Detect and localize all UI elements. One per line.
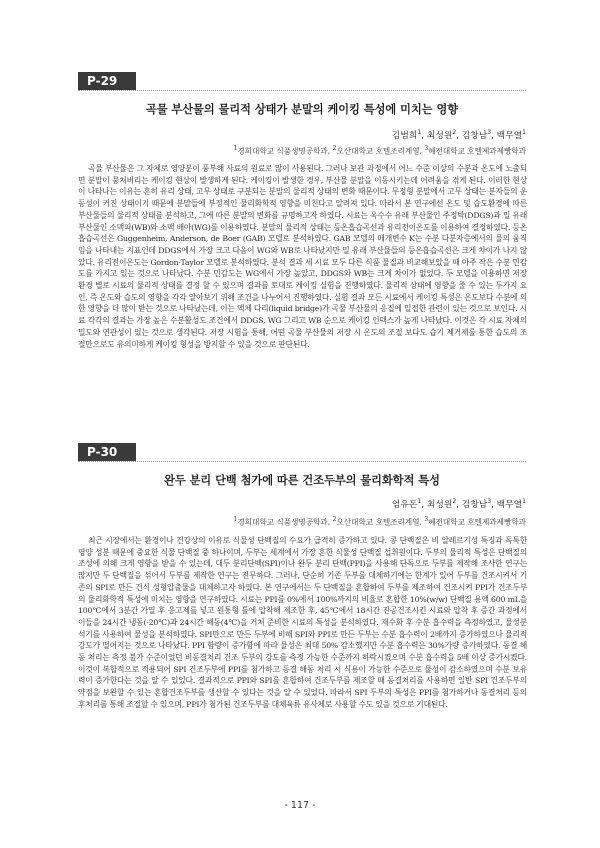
author-name: 김창남 [461, 131, 488, 141]
author-name: 김창남 [461, 500, 488, 510]
affiliation-mark: 3 [424, 516, 429, 523]
affiliation: 오산대학교 호텔조리계열, [336, 517, 422, 527]
author-affiliation-mark: 1 [417, 129, 422, 137]
abstract-code-badge: P-30 [78, 443, 136, 461]
affiliation-mark: 3 [424, 145, 429, 152]
abstract-body: 곡물 부산물은 그 자체로 영양분이 풍부해 사료의 원료로 많이 사용된다. 그러나 보관 과정에서 어느 수준 이상의 수분과 온도에 노출되면 분말이 뭉쳐버리는 케이킹 현상이 발생하게 된다. 케이킹이 발생한 경우, 부산물 분말을 이동시키는데 어려움을 겪게 된다. 이러한 현상이 나타나는 이유는 흔히 유리 상태, 고무 상태로 구분되는 분말의 물리적 상태의 변화 때문이다. 무정형 분말에서 고무 상태는 분자들의 운동성이 커진 상태이기 때문에 분말들에 부정적인 물리화학적 영향을 미친다고 알려져 있다. 따라서 본 연구에선 온도 및 습도환경에 따른 부산물들의 물리적 상태를 분석하고, 그에 따른 분말의 변화를 규명하고자 하였다. 시료는 옥수수 유래 부산물인 주정박(DDGS)과 밀 유래 부산물인 소맥피(WB)와 소맥 배아(WG)를 이용하였다. 분말의 물리적 상태는 등온흡습곡선과 유리전이온도를 이용하여 결정하였다. 등온흡습곡선은 Guggenheim, Anderson, de Boer (GAB) 모델로 분석하였다. GAB 모델의 매개변수 K는 수분 다분자층에서의 물의 움직임을 나타내는 지표인데 DDGS에서 가장 크고 다음이 WG와 WB로 나타났지만 밀 유래 부산물들의 등온흡습곡선은 크게 차이가 나지 않았다. 유리전이온도는 Gordon-Taylor 모델로 분석하였다. 분석 결과 세 시료 모두 다른 식품 물질과 비교해보았을 때 아주 작은 수분 민감도를 가지고 있는 것으로 나타났다. 수분 민감도는 WG에서 가장 높았고, DDGS와 WB는 크게 차이가 없었다. 두 모델을 이용하면 저장 환경 별로 시료의 물리적 상태를 결정 할 수 있으며 결과를 토대로 케이킹 실험을 진행하였다. 물리적 상태에 영향을 줄 수 있는 두가지 요인, 즉 온도와 습도의 영향을 각각 알아보기 위해 조건을 나누어서 진행하였다. 실험 결과 모든 시료에서 케이킹 특성은 온도보다 수분에 의한 영향을 더 많이 받는 것으로 나타났는데, 이는 액체 다리(liquid bridge)가 곡물 부산물의 응집에 밀접한 관련이 있는 것으로 보인다. 시료 각각의 결과는 가장 높은 수분활성도 조건에서 DDGS, WG 그리고 WB 순으로 케이킹 인덱스가 높게 나타났다. 이것은 각 시료 자체의 밀도와 연관성이 있는 것으로 생각된다. 저장 시험을 통해, 어떤 곡물 부산물의 저장 시 온도의 조절 보다도 습기 제거제를 통한 습도의 조절만으로도 유의미하게 케이킹 형성을 방지할 수 있을 것으로 판단된다. [78, 164, 527, 349]
author-name: 김범희 [391, 131, 418, 141]
affiliation: 오산대학교 호텔조리계열, [336, 146, 422, 156]
section-divider [78, 461, 526, 462]
abstract-body: 최근 시장에서는 환경이나 건강상의 이유로 식물성 단백질의 수요가 급격히 증가하고 있다. 콩 단백질은 비 알레르기성 특징과 독특한 영양 성분 때문에 중요한 식물 단백질 중 하나이며, 두부는 세계에서 가장 흔한 식물성 단백질 섭취원이다. 두부의 물리적 특성은 단백질의 조성에 의해 크게 영향을 받을 수 있는데, 대두 분리단백(SPI)이나 완두 분리 단백(PPI)을 사용해 단독으로 두부를 제작해 조사한 연구는 많지만 두 단백질을 섞어서 두부를 제작한 연구는 전무하다. 그러나, 단순히 기존 두부를 대체하기에는 한계가 있어 두부를 건조시켜서 기존의 SPI로 만든 건식 성형압출물을 대체하고자 하였다. 본 연구에서는 두 단백질을 혼합하여 두부를 제조하여 건조시켜 PPI가 건조두부의 물리화학적 특성에 미치는 영향을 연구하였다. 시료는 PPI를 0%에서 100%까지의 비율로 혼합한 10%(w/w) 단백질 용액 600 mL을 100℃에서 3분간 가열 후 응고제를 넣고 원통형 틀에 압착해 제조한 후, 45℃에서 18시간 진공건조시킨 시료와 압착 후 증간 과정에서 이들을 24시간 냉동(-20℃)과 24시간 해동(4℃)을 거쳐 준비한 시료의 특성을 분석하였다. 재수화 후 수분 흡수력을 측정하였고, 물성분석기를 사용하여 물성을 분석하였다. SPI만으로 만든 두부에 비해 SPI와 PPI로 만든 두부는 수분 흡수력이 2배까지 증가하였으나 물리적 강도가 떨어지는 것으로 나타났다. PPI 함량이 증가함에 따라 물성은 최대 50% 감소했지만 수분 흡수력은 30%가량 증가하였다. 동결 해동 처리는 측정 불가 수준이었던 비동결처리 건조 두부의 강도를 측정 가능한 수준까지 하락시켰으며 수분 흡수력을 5배 이상 증가시켰다. 이것이 복합적으로 적용되어 SPI 건조두부에 PPI를 첨가하고 동결 해동 처리 시 식용이 가능한 수준으로 물성이 감소하였으며 수분 보유력이 증가한다는 것을 알 수 있었다. 결과적으로 PPI와 SPI를 혼합하여 건조두부를 제조할 때 동결처리를 사용하면 일반 SPI 건조두부의 약점을 보완할 수 있는 혼합건조두부를 생산할 수 있다는 것을 알 수 있었다. 따라서 SPI 두부의 특성은 PPI를 첨가하거나 동결처리 등의 후처리를 통해 조절할 수 있으며, PPI가 첨가된 건조두부를 대체육류 유사체로 사용할 수도 있을 것으로 기대된다. [78, 536, 527, 709]
affiliation-mark: 1 [233, 145, 238, 152]
affiliation: 경희대학교 식품생명공학과, [237, 517, 331, 527]
affiliation-mark: 2 [332, 516, 337, 523]
author-name: 최성원 [426, 131, 453, 141]
author-affiliation-mark: 3 [487, 498, 492, 506]
author-affiliation-mark: 2 [452, 498, 457, 506]
author-list: 김범희$^1$, 최성원$^2$, 김창남$^3$, 백무열$^1$ [391, 129, 526, 141]
affiliation-list [234, 516, 527, 528]
author-affiliation-mark: 2 [452, 129, 457, 137]
abstract-title: 완두 분리 단백 첨가에 따른 건조두부의 물리화학적 특성 [164, 474, 440, 487]
affiliation-mark: 2 [332, 145, 337, 152]
abstract-title: 곡물 부산물의 물리적 상태가 분말의 케이킹 특성에 미치는 영향 [145, 103, 459, 116]
author-name: 최성원 [426, 500, 453, 510]
section-divider [78, 90, 526, 91]
author-list: 엄유돈$^1$, 최성원$^2$, 김창남$^3$, 백무열$^1$ [391, 498, 526, 510]
author-affiliation-mark: 1 [522, 498, 526, 506]
affiliation: 경희대학교 식품생명공학과, [237, 146, 331, 156]
page-number: - 117 - [284, 800, 316, 811]
author-name: 백무열 [496, 131, 523, 141]
affiliation-mark: 1 [233, 516, 238, 523]
author-affiliation-mark: 3 [487, 129, 492, 137]
affiliation-list [234, 145, 527, 157]
affiliation: 혜전대학교 호텔제과제빵학과 [428, 517, 526, 527]
author-affiliation-mark: 1 [522, 129, 526, 137]
author-name: 엄유돈 [391, 500, 418, 510]
affiliation: 혜전대학교 호텔제과제빵학과 [428, 146, 526, 156]
abstract-code-badge: P-29 [78, 72, 136, 90]
author-affiliation-mark: 1 [417, 498, 422, 506]
author-name: 백무열 [496, 500, 523, 510]
